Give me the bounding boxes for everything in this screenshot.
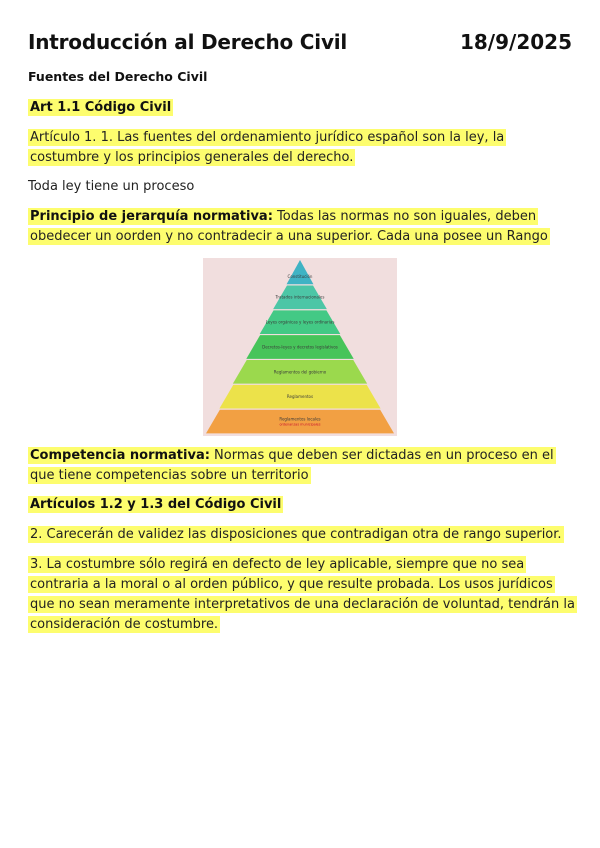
document-date: 18/9/2025 [459, 30, 572, 54]
art-1-2-3-heading-block [28, 495, 576, 515]
normative-pyramid-figure [203, 258, 397, 436]
pyramid-tier-label: Reglamentos del gobierno [273, 369, 327, 375]
art-1-2-text: 2. Carecerán de validez las disposiciones que contradigan otra de rango superior. [30, 527, 562, 542]
document-header [28, 30, 572, 54]
hierarchy-text: Todas las normas no son iguales, deben obedecer un oorden y no contradecir a una superior. Cada una posee un Rango [30, 209, 548, 244]
art-1-1-heading: Art 1.1 Código Civil [30, 100, 172, 115]
pyramid-tier-label: Constitución [287, 273, 313, 279]
process-note: Toda ley tiene un proceso [28, 179, 195, 194]
pyramid-tier-label: Leyes orgánicas y leyes ordinarias [265, 319, 335, 325]
document-title: Introducción al Derecho Civil [28, 30, 348, 54]
hierarchy-paragraph [28, 207, 576, 247]
normative-pyramid [203, 258, 397, 436]
art-1-1-text: Artículo 1. 1. Las fuentes del ordenamiento jurídico español son la ley, la costumbre y los principios generales del derecho. [30, 130, 505, 165]
art-1-1-paragraph [28, 128, 576, 168]
competence-text: Normas que deben ser dictadas en un proceso en el que tiene competencias sobre un territorio [30, 448, 554, 483]
pyramid-tier-label: Reglamentos [286, 394, 314, 400]
pyramid-tier-note: ordenanzas municipales [279, 422, 321, 427]
process-note-paragraph [28, 177, 576, 197]
pyramid-tier-label: Decretos-leyes y decretos legislativos [262, 344, 338, 350]
art-1-2-3-heading: Artículos 1.2 y 1.3 del Código Civil [30, 497, 282, 512]
pyramid-tier-1 [287, 260, 314, 284]
hierarchy-term: Principio de jerarquía normativa: [30, 209, 273, 224]
competence-term: Competencia normativa: [30, 448, 210, 463]
competence-paragraph [28, 446, 576, 486]
art-1-3-text: 3. La costumbre sólo regirá en defecto de ley aplicable, siempre que no sea contraria a la moral o al orden público, y que resulte probada. Los usos jurídicos que no sean meramente interpretativos de una declaración de voluntad, tendrán la consideración de costumbre. [30, 557, 575, 632]
pyramid-tier-label: Tratados internacionales [275, 294, 325, 300]
art-1-2-paragraph [28, 525, 576, 545]
pyramid-tier-label: Reglamentos locales [279, 416, 321, 422]
art-1-1-heading-block [28, 98, 576, 118]
art-1-3-paragraph [28, 555, 576, 635]
section-subtitle: Fuentes del Derecho Civil [28, 69, 208, 84]
